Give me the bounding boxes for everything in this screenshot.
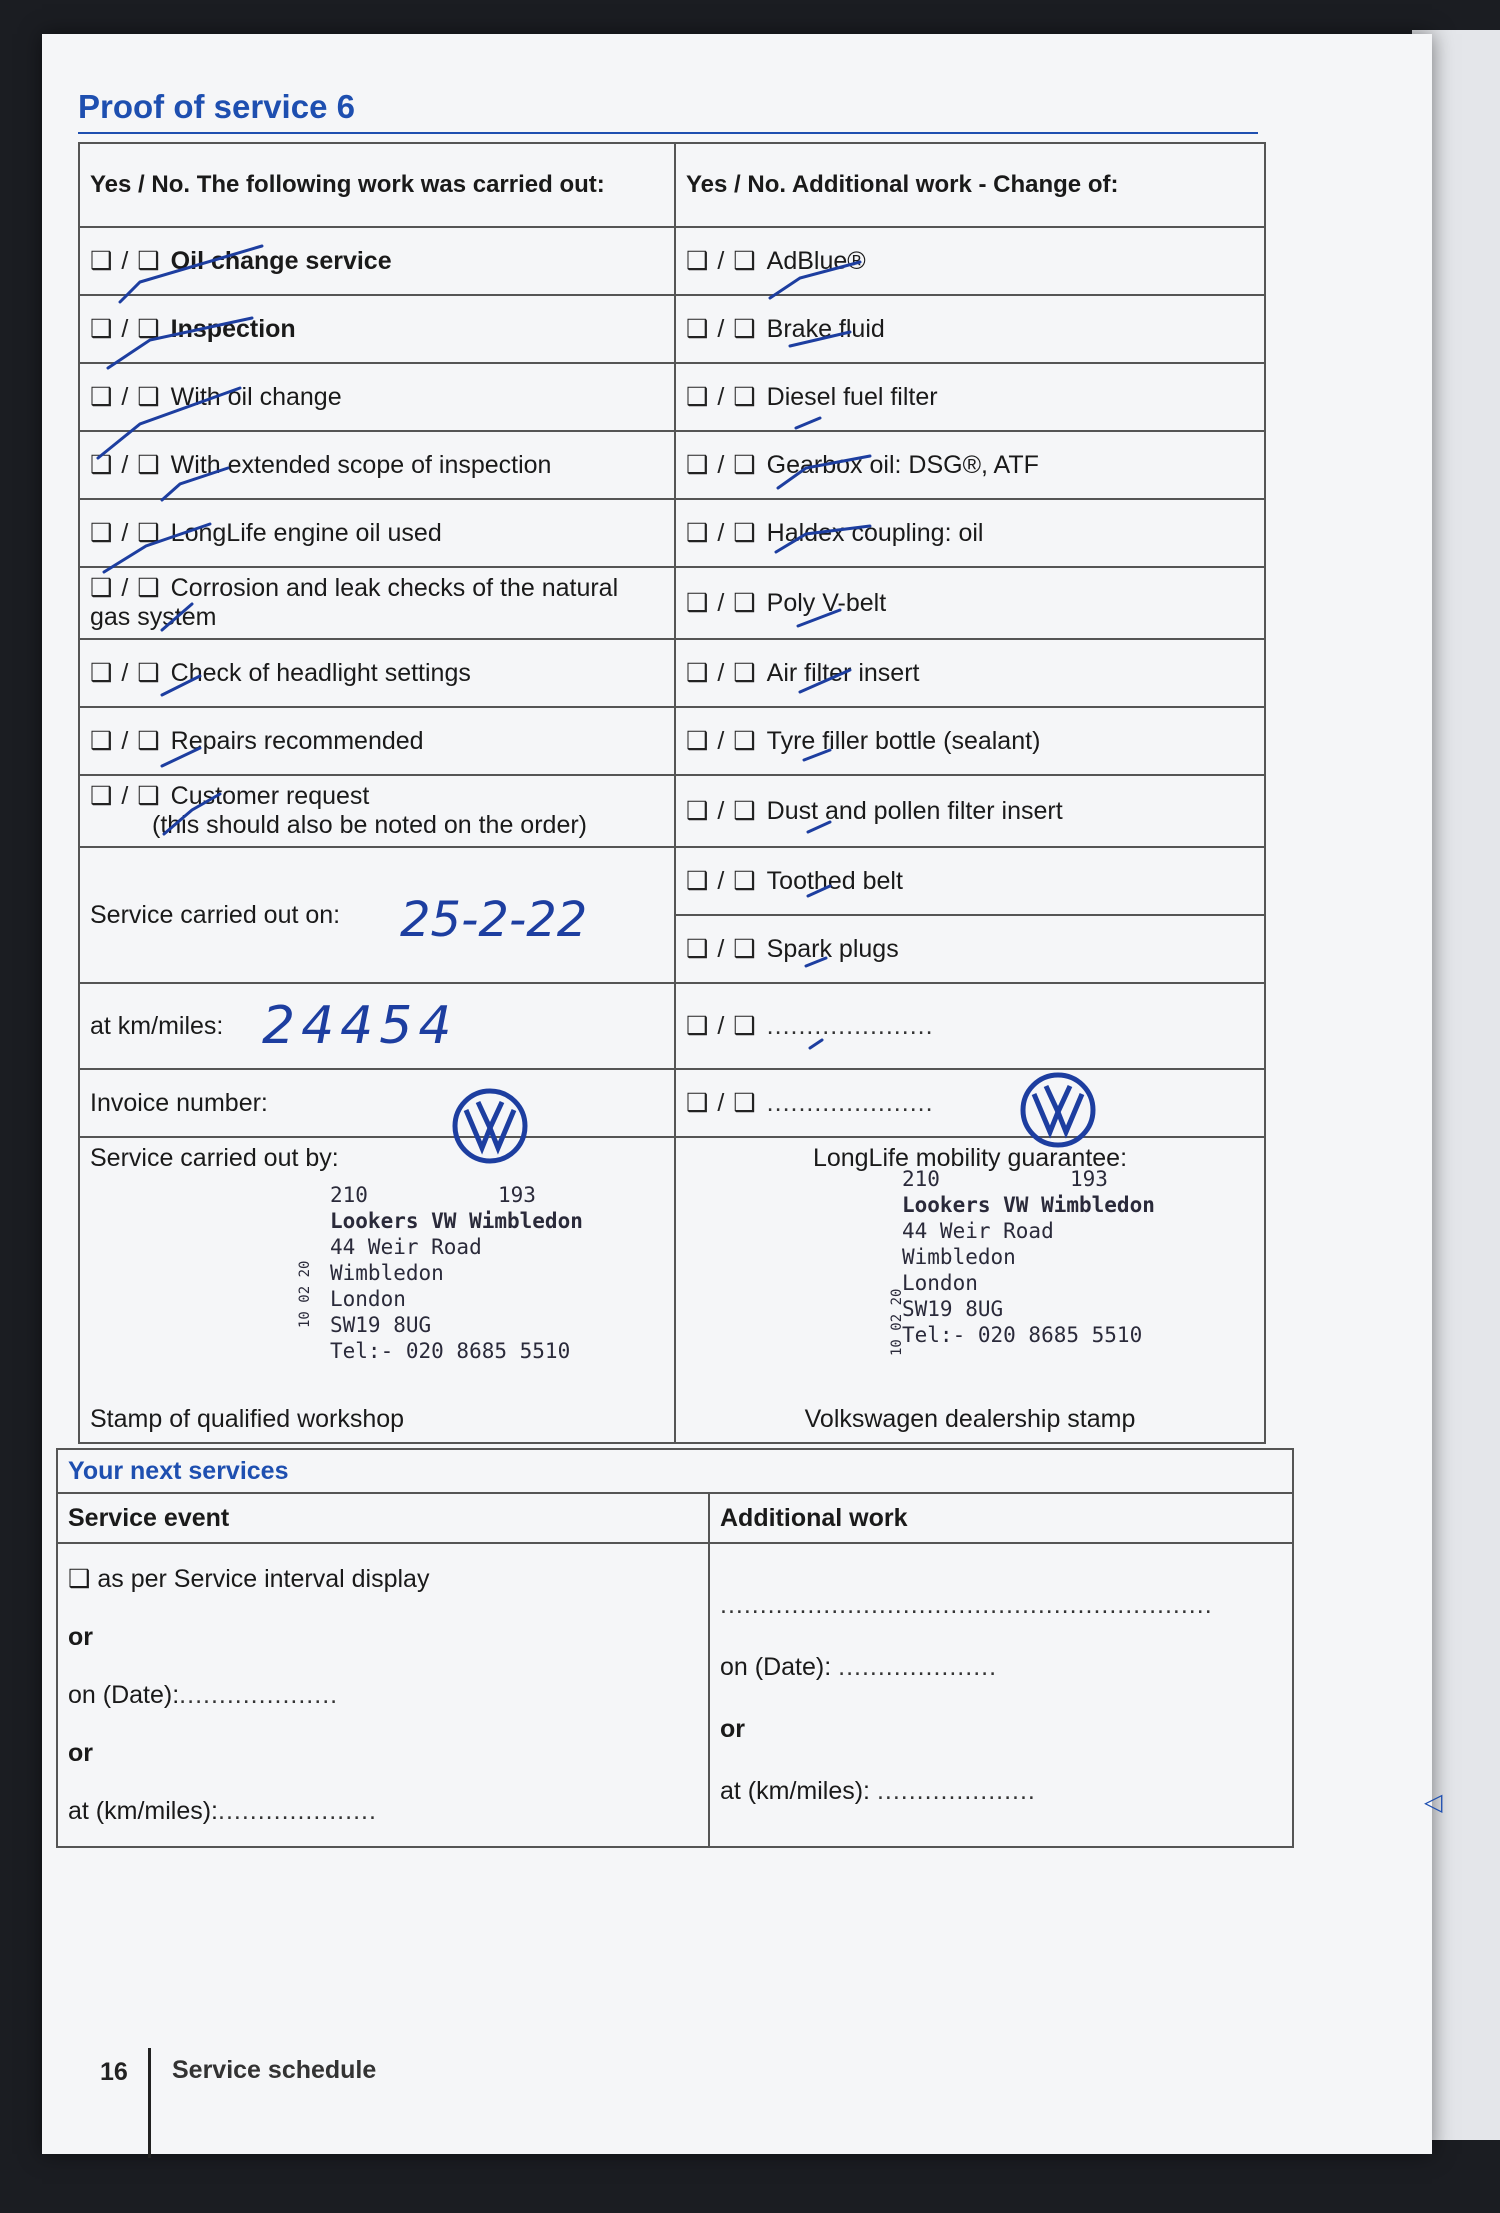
- work-item-label: With extended scope of inspection: [170, 451, 552, 479]
- tick-mark: [162, 468, 228, 500]
- work-item-label: Repairs recommended: [170, 727, 424, 755]
- yes-no-checkbox[interactable]: ❑ / ❑: [90, 727, 161, 755]
- stamp-phone: Tel:- 020 8685 5510: [902, 1323, 1143, 1347]
- km-blank[interactable]: ....................: [876, 1777, 1036, 1805]
- work-item-label: Inspection: [170, 315, 296, 343]
- stamp-name: Lookers VW Wimbledon: [330, 1209, 583, 1233]
- service-event-header: Service event: [57, 1493, 709, 1543]
- additional-item-label: Tyre filler bottle (sealant): [766, 727, 1041, 755]
- or-label: or: [720, 1715, 745, 1743]
- work-item-label: Check of headlight settings: [170, 659, 471, 687]
- yes-no-checkbox[interactable]: ❑ / ❑: [90, 247, 161, 275]
- yes-no-checkbox[interactable]: ❑ / ❑: [686, 659, 757, 687]
- additional-item-label: Gearbox oil: DSG®, ATF: [766, 451, 1039, 479]
- work-item-label: LongLife engine oil used: [170, 519, 442, 547]
- yes-no-checkbox[interactable]: ❑ / ❑: [90, 315, 161, 343]
- stamp-line: Wimbledon: [902, 1245, 1016, 1269]
- work-item-sublabel: (this should also be noted on the order): [152, 811, 587, 839]
- vw-logo-icon: [1020, 1072, 1096, 1148]
- right-header: Yes / No. Additional work - Change of:: [675, 143, 1265, 227]
- left-header: Yes / No. The following work was carried out:: [79, 143, 675, 227]
- triangle-arrow-icon: ◁: [1424, 1789, 1443, 1816]
- yes-no-checkbox[interactable]: ❑ / ❑: [686, 935, 757, 963]
- work-item-label: Corrosion and leak checks of the natural gas system: [90, 574, 619, 631]
- tick-mark: [810, 1040, 822, 1048]
- stamp-dealer-label: Volkswagen dealership stamp: [804, 1405, 1136, 1433]
- or-label: or: [68, 1739, 93, 1767]
- stamp-line: 44 Weir Road: [902, 1219, 1054, 1243]
- next-services-table: [56, 1448, 1294, 1848]
- additional-item-label: Brake fluid: [766, 315, 885, 343]
- date-blank[interactable]: ....................: [179, 1681, 339, 1709]
- tick-mark: [164, 794, 220, 834]
- yes-no-checkbox[interactable]: ❑ / ❑: [686, 315, 757, 343]
- tick-mark: [776, 526, 870, 552]
- workshop-stamp: [330, 1182, 583, 1364]
- on-date-label: on (Date):: [720, 1653, 832, 1681]
- additional-item-label: Toothed belt: [766, 867, 903, 895]
- tick-mark: [800, 670, 850, 692]
- stamp-workshop-label: Stamp of qualified workshop: [90, 1405, 405, 1433]
- blank-line: .....................: [766, 1089, 934, 1117]
- service-date-label: Service carried out on:: [90, 900, 341, 929]
- tick-mark: [806, 958, 826, 966]
- on-date-label: on (Date):: [68, 1681, 180, 1709]
- footer-divider: [148, 2048, 151, 2158]
- yes-no-checkbox[interactable]: ❑ / ❑: [686, 797, 757, 825]
- service-by-label: Service carried out by:: [90, 1144, 339, 1172]
- handwritten-service-date: 25-2-22: [400, 892, 588, 948]
- stamp-line: 44 Weir Road: [330, 1235, 482, 1259]
- stamp-code-left: 210: [902, 1167, 940, 1191]
- yes-no-checkbox[interactable]: ❑ / ❑: [686, 451, 757, 479]
- next-services-title: Your next services: [57, 1449, 1293, 1493]
- work-item-label: With oil change: [170, 383, 342, 411]
- stamp-name: Lookers VW Wimbledon: [902, 1193, 1155, 1217]
- yes-no-checkbox[interactable]: ❑ / ❑: [686, 1089, 757, 1117]
- tick-mark: [162, 748, 200, 766]
- additional-item-label: Haldex coupling: oil: [766, 519, 984, 547]
- tick-mark: [808, 822, 830, 832]
- stamp-line: SW19 8UG: [330, 1313, 432, 1337]
- yes-no-checkbox[interactable]: ❑ / ❑: [90, 659, 161, 687]
- yes-no-checkbox[interactable]: ❑ / ❑: [90, 383, 161, 411]
- stamp-line: London: [330, 1287, 406, 1311]
- additional-item-label: Air filter insert: [766, 659, 920, 687]
- work-item-label: Customer request: [170, 782, 370, 810]
- additional-work-blank[interactable]: ..............................................................: [720, 1591, 1213, 1619]
- yes-no-checkbox[interactable]: ❑ / ❑: [90, 782, 161, 810]
- tick-mark: [796, 418, 820, 428]
- date-blank[interactable]: ....................: [838, 1653, 998, 1681]
- dealer-stamp: [902, 1166, 1155, 1348]
- work-item-label: Oil change service: [170, 247, 392, 275]
- yes-no-checkbox[interactable]: ❑ / ❑: [686, 519, 757, 547]
- or-label: or: [68, 1623, 93, 1651]
- stamp-phone: Tel:- 020 8685 5510: [330, 1339, 571, 1363]
- tick-mark: [120, 246, 262, 302]
- yes-no-checkbox[interactable]: ❑ / ❑: [90, 451, 161, 479]
- tick-mark: [798, 610, 840, 626]
- tick-mark: [162, 676, 200, 695]
- additional-item-label: AdBlue®: [766, 247, 866, 275]
- km-blank[interactable]: ....................: [218, 1797, 377, 1825]
- yes-no-checkbox[interactable]: ❑ / ❑: [686, 247, 757, 275]
- blank-line: .....................: [766, 1012, 934, 1040]
- page-number: 16: [100, 2058, 128, 2086]
- additional-item-label: Dust and pollen filter insert: [766, 797, 1063, 825]
- interval-option[interactable]: ❑ as per Service interval display: [68, 1565, 430, 1593]
- tick-mark: [98, 388, 240, 458]
- invoice-label: Invoice number:: [90, 1088, 268, 1117]
- km-miles-label: at km/miles:: [90, 1011, 224, 1040]
- yes-no-checkbox[interactable]: ❑ / ❑: [686, 383, 757, 411]
- mobility-label: LongLife mobility guarantee:: [812, 1144, 1128, 1172]
- footer-section: Service schedule: [172, 2056, 377, 2084]
- stamp-line: SW19 8UG: [902, 1297, 1004, 1321]
- stamp-side-date: 10 02 20: [297, 1260, 313, 1328]
- page-title: Proof of service 6: [78, 88, 355, 125]
- tick-mark: [790, 332, 850, 346]
- stamp-code-right: 193: [497, 1183, 536, 1207]
- tick-mark: [770, 262, 860, 298]
- tick-mark: [104, 524, 210, 572]
- tick-mark: [162, 604, 192, 630]
- yes-no-checkbox[interactable]: ❑ / ❑: [90, 519, 161, 547]
- stamp-line: Wimbledon: [330, 1261, 444, 1285]
- at-km-label: at (km/miles):: [720, 1777, 870, 1805]
- tick-mark: [108, 318, 252, 368]
- stamp-code-right: 193: [1069, 1167, 1108, 1191]
- tick-mark: [808, 886, 830, 896]
- handwritten-mileage: 24454: [262, 996, 458, 1056]
- stamp-side-date: 10 02 20: [889, 1288, 905, 1356]
- service-event-cell[interactable]: [57, 1543, 709, 1847]
- stamp-code-left: 210: [330, 1183, 368, 1207]
- vw-logo-icon: [452, 1088, 528, 1164]
- additional-item-label: Spark plugs: [766, 935, 899, 963]
- tick-mark: [804, 750, 830, 760]
- additional-item-label: Poly V-belt: [766, 589, 887, 617]
- stamp-line: London: [902, 1271, 978, 1295]
- additional-work-cell[interactable]: [709, 1543, 1293, 1847]
- yes-no-checkbox[interactable]: ❑ / ❑: [90, 574, 161, 602]
- additional-work-header: Additional work: [709, 1493, 1293, 1543]
- yes-no-checkbox[interactable]: ❑ / ❑: [686, 727, 757, 755]
- at-km-label: at (km/miles):: [68, 1797, 218, 1825]
- yes-no-checkbox[interactable]: ❑ / ❑: [686, 589, 757, 617]
- additional-item-label: Diesel fuel filter: [766, 383, 938, 411]
- yes-no-checkbox[interactable]: ❑ / ❑: [686, 1012, 757, 1040]
- yes-no-checkbox[interactable]: ❑ / ❑: [686, 867, 757, 895]
- tick-mark: [778, 456, 870, 488]
